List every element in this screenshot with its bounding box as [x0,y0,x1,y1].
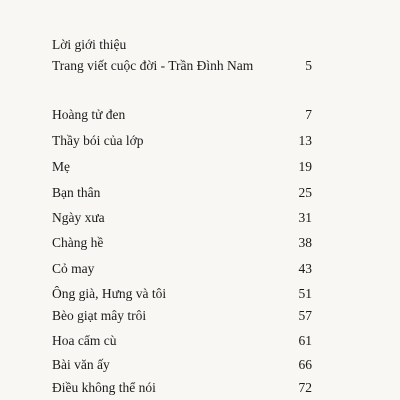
toc-entry-title: Ngày xưa [52,210,105,225]
toc-entry [52,308,312,324]
toc-entry-page: 72 [298,380,312,395]
toc-entry-title: Bèo giạt mây trôi [52,308,147,323]
toc-entry-title: Điều không thể nói [52,380,156,395]
toc-entry [52,333,312,349]
toc-entry-page: 51 [298,286,312,301]
toc-entry [52,235,312,251]
toc-entry-page: 38 [298,235,312,250]
toc-entry-title: Hoa cẩm cù [52,333,117,348]
toc-entry-page: 13 [298,133,312,148]
toc-entry-page: 43 [298,261,312,276]
toc-entry-page: 19 [298,159,312,174]
toc-entry-title: Trang viết cuộc đời - Trần Đình Nam [52,58,254,73]
toc-entry [52,286,312,302]
toc-entry-preface [52,58,312,74]
toc-entry-page: 31 [298,210,312,225]
toc-entry-page: 66 [298,357,312,372]
toc-entry [52,133,312,149]
toc-entry-page: 57 [298,308,312,323]
toc-entry [52,357,312,373]
intro-heading: Lời giới thiệu [52,37,127,52]
toc-entry [52,380,312,396]
toc-entry [52,159,312,175]
toc-entry-title: Bài văn ấy [52,357,110,372]
toc-entry [52,107,312,123]
toc-entry [52,210,312,226]
toc-entry-title: Chàng hề [52,235,104,250]
toc-entry-page: 25 [298,185,312,200]
toc-entry-title: Cỏ may [52,261,95,276]
toc-entry-title: Ông già, Hưng và tôi [52,286,167,301]
toc-entry-page: 5 [305,58,312,73]
toc-entry-page: 61 [298,333,312,348]
toc-entry-title: Thầy bói của lớp [52,133,144,148]
intro-block [52,36,322,54]
toc-entry-page: 7 [305,107,312,122]
toc-entry-title: Hoàng tử đen [52,107,126,122]
toc-entry-title: Bạn thân [52,185,101,200]
toc-entry [52,261,312,277]
toc-entry-title: Mẹ [52,159,70,174]
toc-entry [52,185,312,201]
